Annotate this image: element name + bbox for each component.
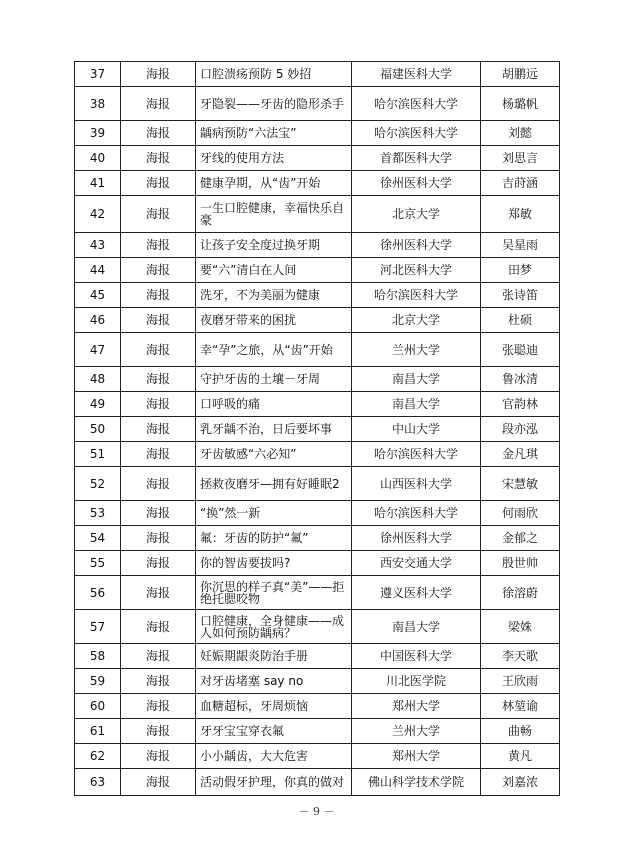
table-row [75, 258, 560, 283]
table-row [75, 644, 560, 669]
row-school: 中国医科大学 [352, 644, 481, 669]
row-type: 海报 [121, 367, 196, 392]
row-type: 海报 [121, 551, 196, 576]
row-number: 56 [75, 576, 121, 610]
row-type: 海报 [121, 694, 196, 719]
row-number: 52 [75, 467, 121, 501]
row-type: 海报 [121, 233, 196, 258]
row-type: 海报 [121, 283, 196, 308]
row-number: 60 [75, 694, 121, 719]
row-school: 佛山科学技术学院 [352, 769, 481, 796]
row-school: 哈尔滨医科大学 [352, 283, 481, 308]
row-school: 徐州医科大学 [352, 233, 481, 258]
row-name: 张聪迪 [481, 333, 560, 367]
row-school: 山西医科大学 [352, 467, 481, 501]
row-name: 吴星雨 [481, 233, 560, 258]
row-title: 你的智齿要拔吗? [196, 551, 352, 576]
row-title: 健康孕期，从“齿”开始 [196, 171, 352, 196]
row-school: 徐州医科大学 [352, 526, 481, 551]
row-school: 哈尔滨医科大学 [352, 121, 481, 146]
row-school: 徐州医科大学 [352, 171, 481, 196]
row-title: 口呼吸的痛 [196, 392, 352, 417]
row-type: 海报 [121, 333, 196, 367]
row-school: 兰州大学 [352, 333, 481, 367]
row-name: 黄凡 [481, 744, 560, 769]
row-school: 首都医科大学 [352, 146, 481, 171]
row-name: 杨璐帆 [481, 87, 560, 121]
row-school: 南昌大学 [352, 392, 481, 417]
table-row [75, 392, 560, 417]
row-name: 官韵林 [481, 392, 560, 417]
table-row [75, 610, 560, 644]
row-name: 金凡琪 [481, 442, 560, 467]
row-type: 海报 [121, 87, 196, 121]
table-row [75, 694, 560, 719]
row-title: 氟：牙齿的防护“氟” [196, 526, 352, 551]
row-type: 海报 [121, 392, 196, 417]
row-number: 44 [75, 258, 121, 283]
row-name: 曲畅 [481, 719, 560, 744]
row-number: 50 [75, 417, 121, 442]
row-school: 南昌大学 [352, 610, 481, 644]
row-title: “换”然一新 [196, 501, 352, 526]
row-name: 刘嘉浓 [481, 769, 560, 796]
row-type: 海报 [121, 744, 196, 769]
row-type: 海报 [121, 417, 196, 442]
row-title: 牙隐裂——牙齿的隐形杀手 [196, 87, 352, 121]
row-name: 段亦泓 [481, 417, 560, 442]
row-type: 海报 [121, 308, 196, 333]
row-school: 福建医科大学 [352, 62, 481, 87]
row-school: 河北医科大学 [352, 258, 481, 283]
table-row [75, 769, 560, 796]
row-name: 徐溶蔚 [481, 576, 560, 610]
row-name: 吉莳涵 [481, 171, 560, 196]
row-title: 拯救夜磨牙—拥有好睡眠2 [196, 467, 352, 501]
row-school: 兰州大学 [352, 719, 481, 744]
row-number: 57 [75, 610, 121, 644]
table-row [75, 442, 560, 467]
row-name: 刘思言 [481, 146, 560, 171]
row-number: 40 [75, 146, 121, 171]
row-title: 口腔健康，全身健康——成人如何预防龋病？ [196, 610, 352, 644]
row-number: 58 [75, 644, 121, 669]
row-number: 48 [75, 367, 121, 392]
row-number: 59 [75, 669, 121, 694]
row-title: 活动假牙护理，你真的做对 [196, 769, 352, 796]
row-type: 海报 [121, 669, 196, 694]
row-school: 哈尔滨医科大学 [352, 87, 481, 121]
row-name: 金郁之 [481, 526, 560, 551]
row-number: 63 [75, 769, 121, 796]
table-row [75, 467, 560, 501]
row-title: 妊娠期龈炎防治手册 [196, 644, 352, 669]
row-title: 一生口腔健康，幸福快乐自豪 [196, 196, 352, 233]
row-number: 37 [75, 62, 121, 87]
row-number: 47 [75, 333, 121, 367]
table-row [75, 283, 560, 308]
row-name: 李天歌 [481, 644, 560, 669]
row-number: 45 [75, 283, 121, 308]
row-name: 张诗笛 [481, 283, 560, 308]
row-number: 49 [75, 392, 121, 417]
row-name: 林堃谕 [481, 694, 560, 719]
row-type: 海报 [121, 146, 196, 171]
table-body [75, 62, 560, 796]
row-number: 43 [75, 233, 121, 258]
row-name: 田梦 [481, 258, 560, 283]
row-school: 哈尔滨医科大学 [352, 501, 481, 526]
row-number: 39 [75, 121, 121, 146]
table-row [75, 121, 560, 146]
awards-table [74, 61, 560, 796]
table-row [75, 308, 560, 333]
row-title: 牙牙宝宝穿衣氟 [196, 719, 352, 744]
row-school: 南昌大学 [352, 367, 481, 392]
table-row [75, 501, 560, 526]
row-number: 62 [75, 744, 121, 769]
row-title: 让孩子安全度过换牙期 [196, 233, 352, 258]
row-school: 西安交通大学 [352, 551, 481, 576]
row-type: 海报 [121, 576, 196, 610]
row-school: 郑州大学 [352, 744, 481, 769]
table-row [75, 551, 560, 576]
row-title: 要“六”清白在人间 [196, 258, 352, 283]
table-row [75, 669, 560, 694]
row-name: 郑敏 [481, 196, 560, 233]
row-title: 夜磨牙带来的困扰 [196, 308, 352, 333]
row-name: 刘懿 [481, 121, 560, 146]
table-row [75, 196, 560, 233]
row-title: 守护牙齿的土壤－牙周 [196, 367, 352, 392]
row-title: 小小龋齿，大大危害 [196, 744, 352, 769]
table-row [75, 744, 560, 769]
row-type: 海报 [121, 610, 196, 644]
row-title: 牙齿敏感“六必知” [196, 442, 352, 467]
table-row [75, 417, 560, 442]
row-school: 北京大学 [352, 308, 481, 333]
page-number: － 9 － [298, 805, 335, 818]
table-row [75, 62, 560, 87]
table-row [75, 87, 560, 121]
row-type: 海报 [121, 121, 196, 146]
row-type: 海报 [121, 62, 196, 87]
row-type: 海报 [121, 526, 196, 551]
row-school: 川北医学院 [352, 669, 481, 694]
table-row [75, 719, 560, 744]
row-title: 血糖超标，牙周烦恼 [196, 694, 352, 719]
row-title: 乳牙龋不治，日后要坏事 [196, 417, 352, 442]
table-row [75, 367, 560, 392]
row-type: 海报 [121, 258, 196, 283]
row-name: 何雨欣 [481, 501, 560, 526]
row-name: 胡鹏远 [481, 62, 560, 87]
row-name: 殷世帅 [481, 551, 560, 576]
row-school: 北京大学 [352, 196, 481, 233]
row-type: 海报 [121, 501, 196, 526]
row-title: 牙线的使用方法 [196, 146, 352, 171]
row-type: 海报 [121, 171, 196, 196]
row-title: 对牙齿堵塞 say no [196, 669, 352, 694]
table-row [75, 233, 560, 258]
row-type: 海报 [121, 644, 196, 669]
row-name: 杜硕 [481, 308, 560, 333]
table-row [75, 526, 560, 551]
row-number: 61 [75, 719, 121, 744]
row-name: 王欣雨 [481, 669, 560, 694]
row-title: 你沉思的样子真“美”——拒绝托腮咬物 [196, 576, 352, 610]
table-row [75, 333, 560, 367]
row-name: 宋慧敏 [481, 467, 560, 501]
row-title: 幸“孕”之旅，从“齿”开始 [196, 333, 352, 367]
row-type: 海报 [121, 442, 196, 467]
row-school: 中山大学 [352, 417, 481, 442]
row-type: 海报 [121, 769, 196, 796]
table-row [75, 146, 560, 171]
row-type: 海报 [121, 196, 196, 233]
row-name: 梁姝 [481, 610, 560, 644]
row-number: 41 [75, 171, 121, 196]
row-type: 海报 [121, 719, 196, 744]
row-title: 洗牙，不为美丽为健康 [196, 283, 352, 308]
row-title: 龋病预防“六法宝” [196, 121, 352, 146]
row-number: 53 [75, 501, 121, 526]
row-title: 口腔溃疡预防 5 妙招 [196, 62, 352, 87]
row-number: 54 [75, 526, 121, 551]
table-row [75, 171, 560, 196]
row-school: 遵义医科大学 [352, 576, 481, 610]
row-number: 55 [75, 551, 121, 576]
row-school: 郑州大学 [352, 694, 481, 719]
row-type: 海报 [121, 467, 196, 501]
row-name: 鲁冰清 [481, 367, 560, 392]
row-school: 哈尔滨医科大学 [352, 442, 481, 467]
table-row [75, 576, 560, 610]
row-number: 38 [75, 87, 121, 121]
row-number: 46 [75, 308, 121, 333]
row-number: 51 [75, 442, 121, 467]
row-number: 42 [75, 196, 121, 233]
